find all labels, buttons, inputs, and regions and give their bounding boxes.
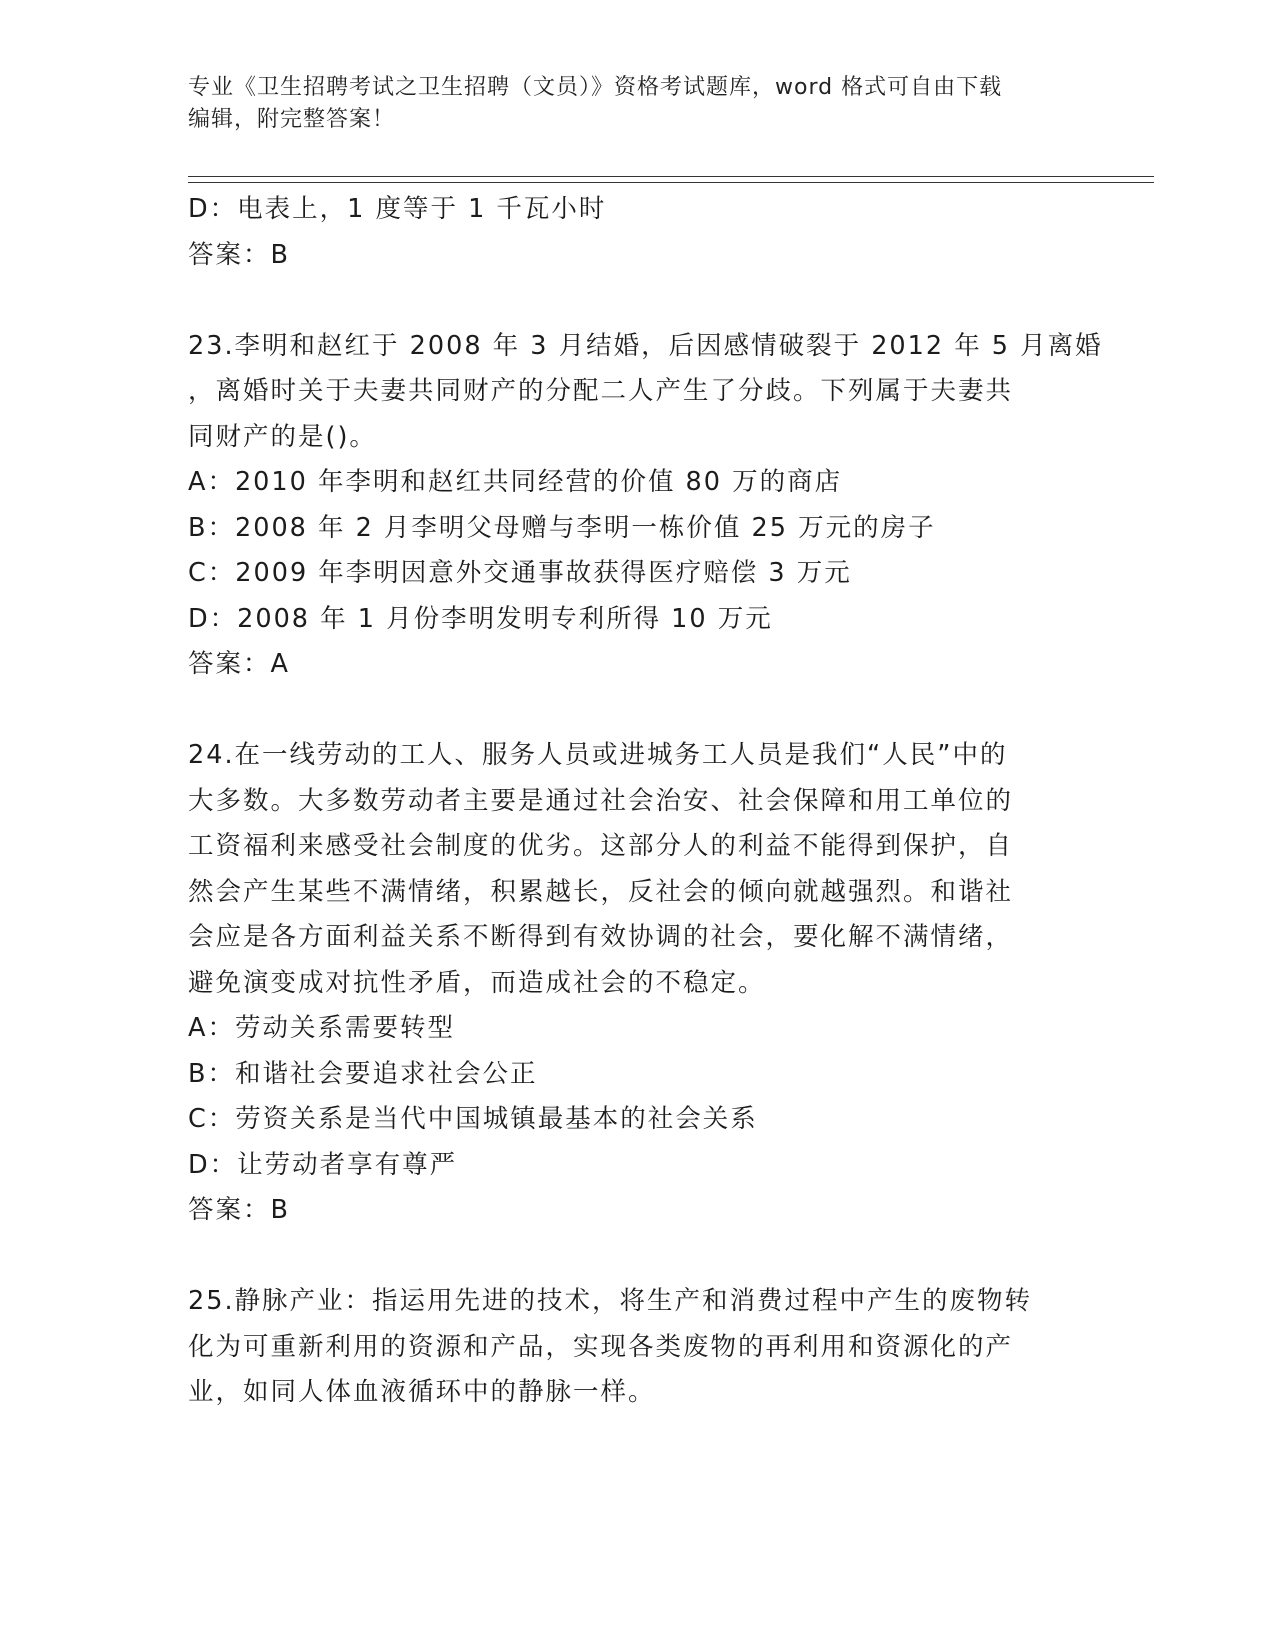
stem-line: 避免演变成对抗性矛盾，而造成社会的不稳定。 (188, 967, 766, 998)
question-24 (188, 733, 1088, 1234)
option-a: A：2010 年李明和赵红共同经营的价值 80 万的商店 (188, 467, 843, 497)
header-divider-top (188, 176, 1154, 177)
question-25 (188, 1279, 1088, 1416)
header-line-1: 专业《卫生招聘考试之卫生招聘（文员）》资格考试题库，word 格式可自由下载 (188, 75, 1003, 100)
stem-line: 工资福利来感受社会制度的优劣。这部分人的利益不能得到保护，自 (188, 831, 1014, 861)
page-header (188, 72, 1088, 136)
option-d: D：电表上，1 度等于 1 千瓦小时 (188, 194, 607, 224)
option-a: A：劳动关系需要转型 (188, 1013, 455, 1043)
spacer (188, 1234, 1088, 1280)
stem-line: 23.李明和赵红于 2008 年 3 月结婚，后因感情破裂于 2012 年 5 月离婚 (188, 330, 1103, 361)
question-23 (188, 324, 1103, 688)
stem-line: 业，如同人体血液循环中的静脉一样。 (188, 1377, 656, 1407)
question-stem (188, 1279, 1088, 1416)
stem-line: 大多数。大多数劳动者主要是通过社会治安、社会保障和用工单位的 (188, 785, 1014, 816)
option-d: D：2008 年 1 月份李明发明专利所得 10 万元 (188, 603, 773, 634)
answer: 答案：B (188, 239, 290, 270)
stem-line: 24.在一线劳动的工人、服务人员或进城务工人员是我们“人民”中的 (188, 740, 1008, 770)
option-c: C：2009 年李明因意外交通事故获得医疗赔偿 3 万元 (188, 558, 852, 588)
stem-line: ，离婚时关于夫妻共同财产的分配二人产生了分歧。下列属于夫妻共 (188, 376, 1014, 406)
option-d: D：让劳动者享有尊严 (188, 1149, 458, 1180)
option-c: C：劳资关系是当代中国城镇最基本的社会关系 (188, 1104, 758, 1134)
stem-line: 会应是各方面利益关系不断得到有效协调的社会，要化解不满情绪， (188, 922, 1014, 952)
answer: 答案：A (188, 649, 290, 679)
spacer (188, 688, 1088, 734)
stem-line: 化为可重新利用的资源和产品，实现各类废物的再利用和资源化的产 (188, 1331, 1014, 1362)
header-divider-bottom (188, 182, 1154, 183)
question-stem (188, 324, 1103, 461)
question-stem (188, 733, 1088, 1006)
answer: 答案：B (188, 1195, 290, 1225)
option-b: B：2008 年 2 月李明父母赠与李明一栋价值 25 万元的房子 (188, 512, 936, 543)
spacer (188, 278, 1088, 324)
stem-line: 同财产的是()。 (188, 421, 377, 452)
question-22 (188, 187, 1088, 278)
stem-line: 然会产生某些不满情绪，积累越长，反社会的倾向就越强烈。和谐社 (188, 876, 1014, 907)
question-content (188, 187, 1103, 1416)
header-line-2: 编辑，附完整答案！ (188, 107, 396, 132)
stem-line: 25.静脉产业：指运用先进的技术，将生产和消费过程中产生的废物转 (188, 1286, 1033, 1316)
option-b: B：和谐社会要追求社会公正 (188, 1058, 538, 1089)
